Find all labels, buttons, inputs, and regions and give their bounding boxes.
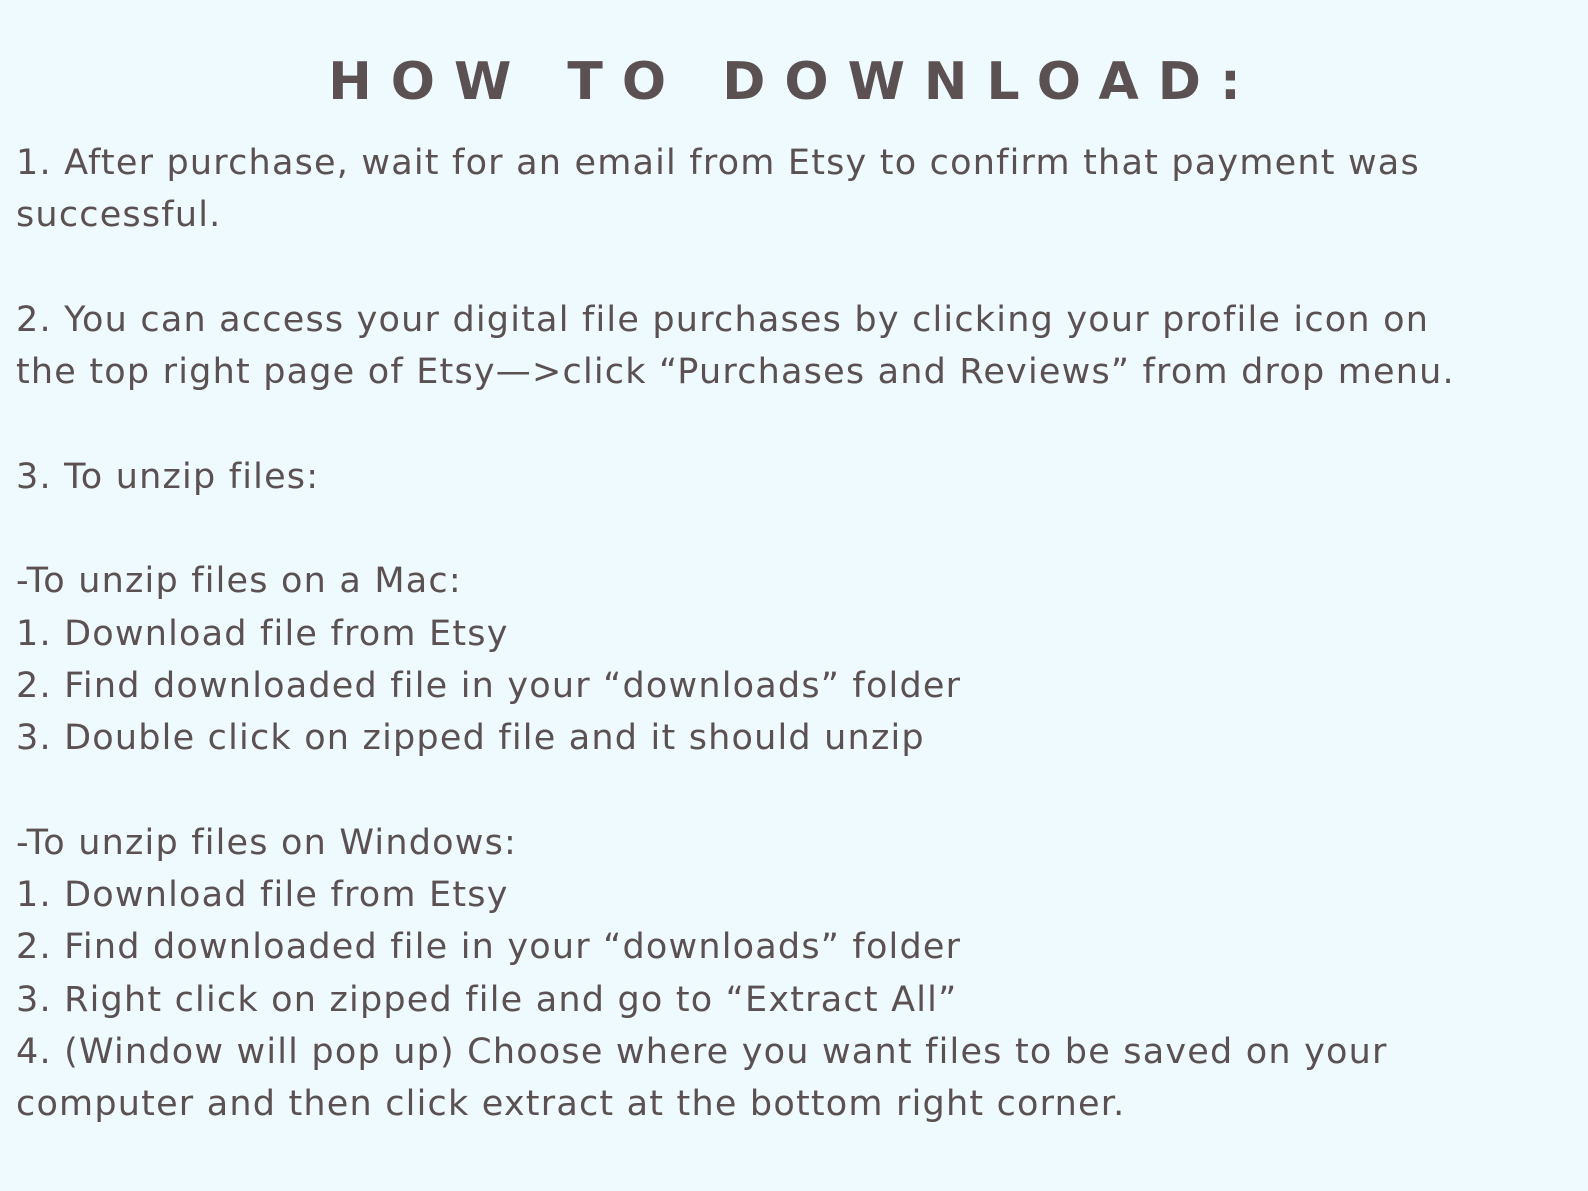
page-title: HOW TO DOWNLOAD: (328, 52, 1260, 112)
mac-step-2: 2. Find downloaded file in your “downloads” folder (16, 665, 962, 706)
windows-step-1: 1. Download file from Etsy (16, 875, 509, 916)
windows-heading: -To unzip files on Windows: (16, 822, 518, 863)
instructions-body (16, 137, 1576, 1131)
windows-step-4-line-1: 4. (Window will pop up) Choose where you want files to be saved on your (16, 1032, 1388, 1073)
mac-heading: -To unzip files on a Mac: (16, 561, 462, 602)
windows-step-4-line-2: computer and then click extract at the bottom right corner. (16, 1084, 1126, 1125)
spacer (16, 242, 1576, 294)
step-1-line-2: successful. (16, 195, 222, 236)
step-1-line-1: 1. After purchase, wait for an email from Etsy to confirm that payment was (16, 143, 1420, 183)
spacer (16, 765, 1576, 817)
step-2-line-1: 2. You can access your digital file purchases by clicking your profile icon on (16, 299, 1430, 340)
spacer (16, 398, 1576, 450)
windows-step-2: 2. Find downloaded file in your “downloads” folder (16, 927, 962, 968)
step-2-line-2: the top right page of Etsy—>click “Purchases and Reviews” from drop menu. (16, 352, 1455, 393)
spacer (16, 503, 1576, 555)
mac-step-3: 3. Double click on zipped file and it should unzip (16, 718, 925, 759)
mac-step-1: 1. Download file from Etsy (16, 613, 509, 654)
windows-step-3: 3. Right click on zipped file and go to “Extract All” (16, 979, 958, 1020)
step-3-heading: 3. To unzip files: (16, 456, 320, 497)
